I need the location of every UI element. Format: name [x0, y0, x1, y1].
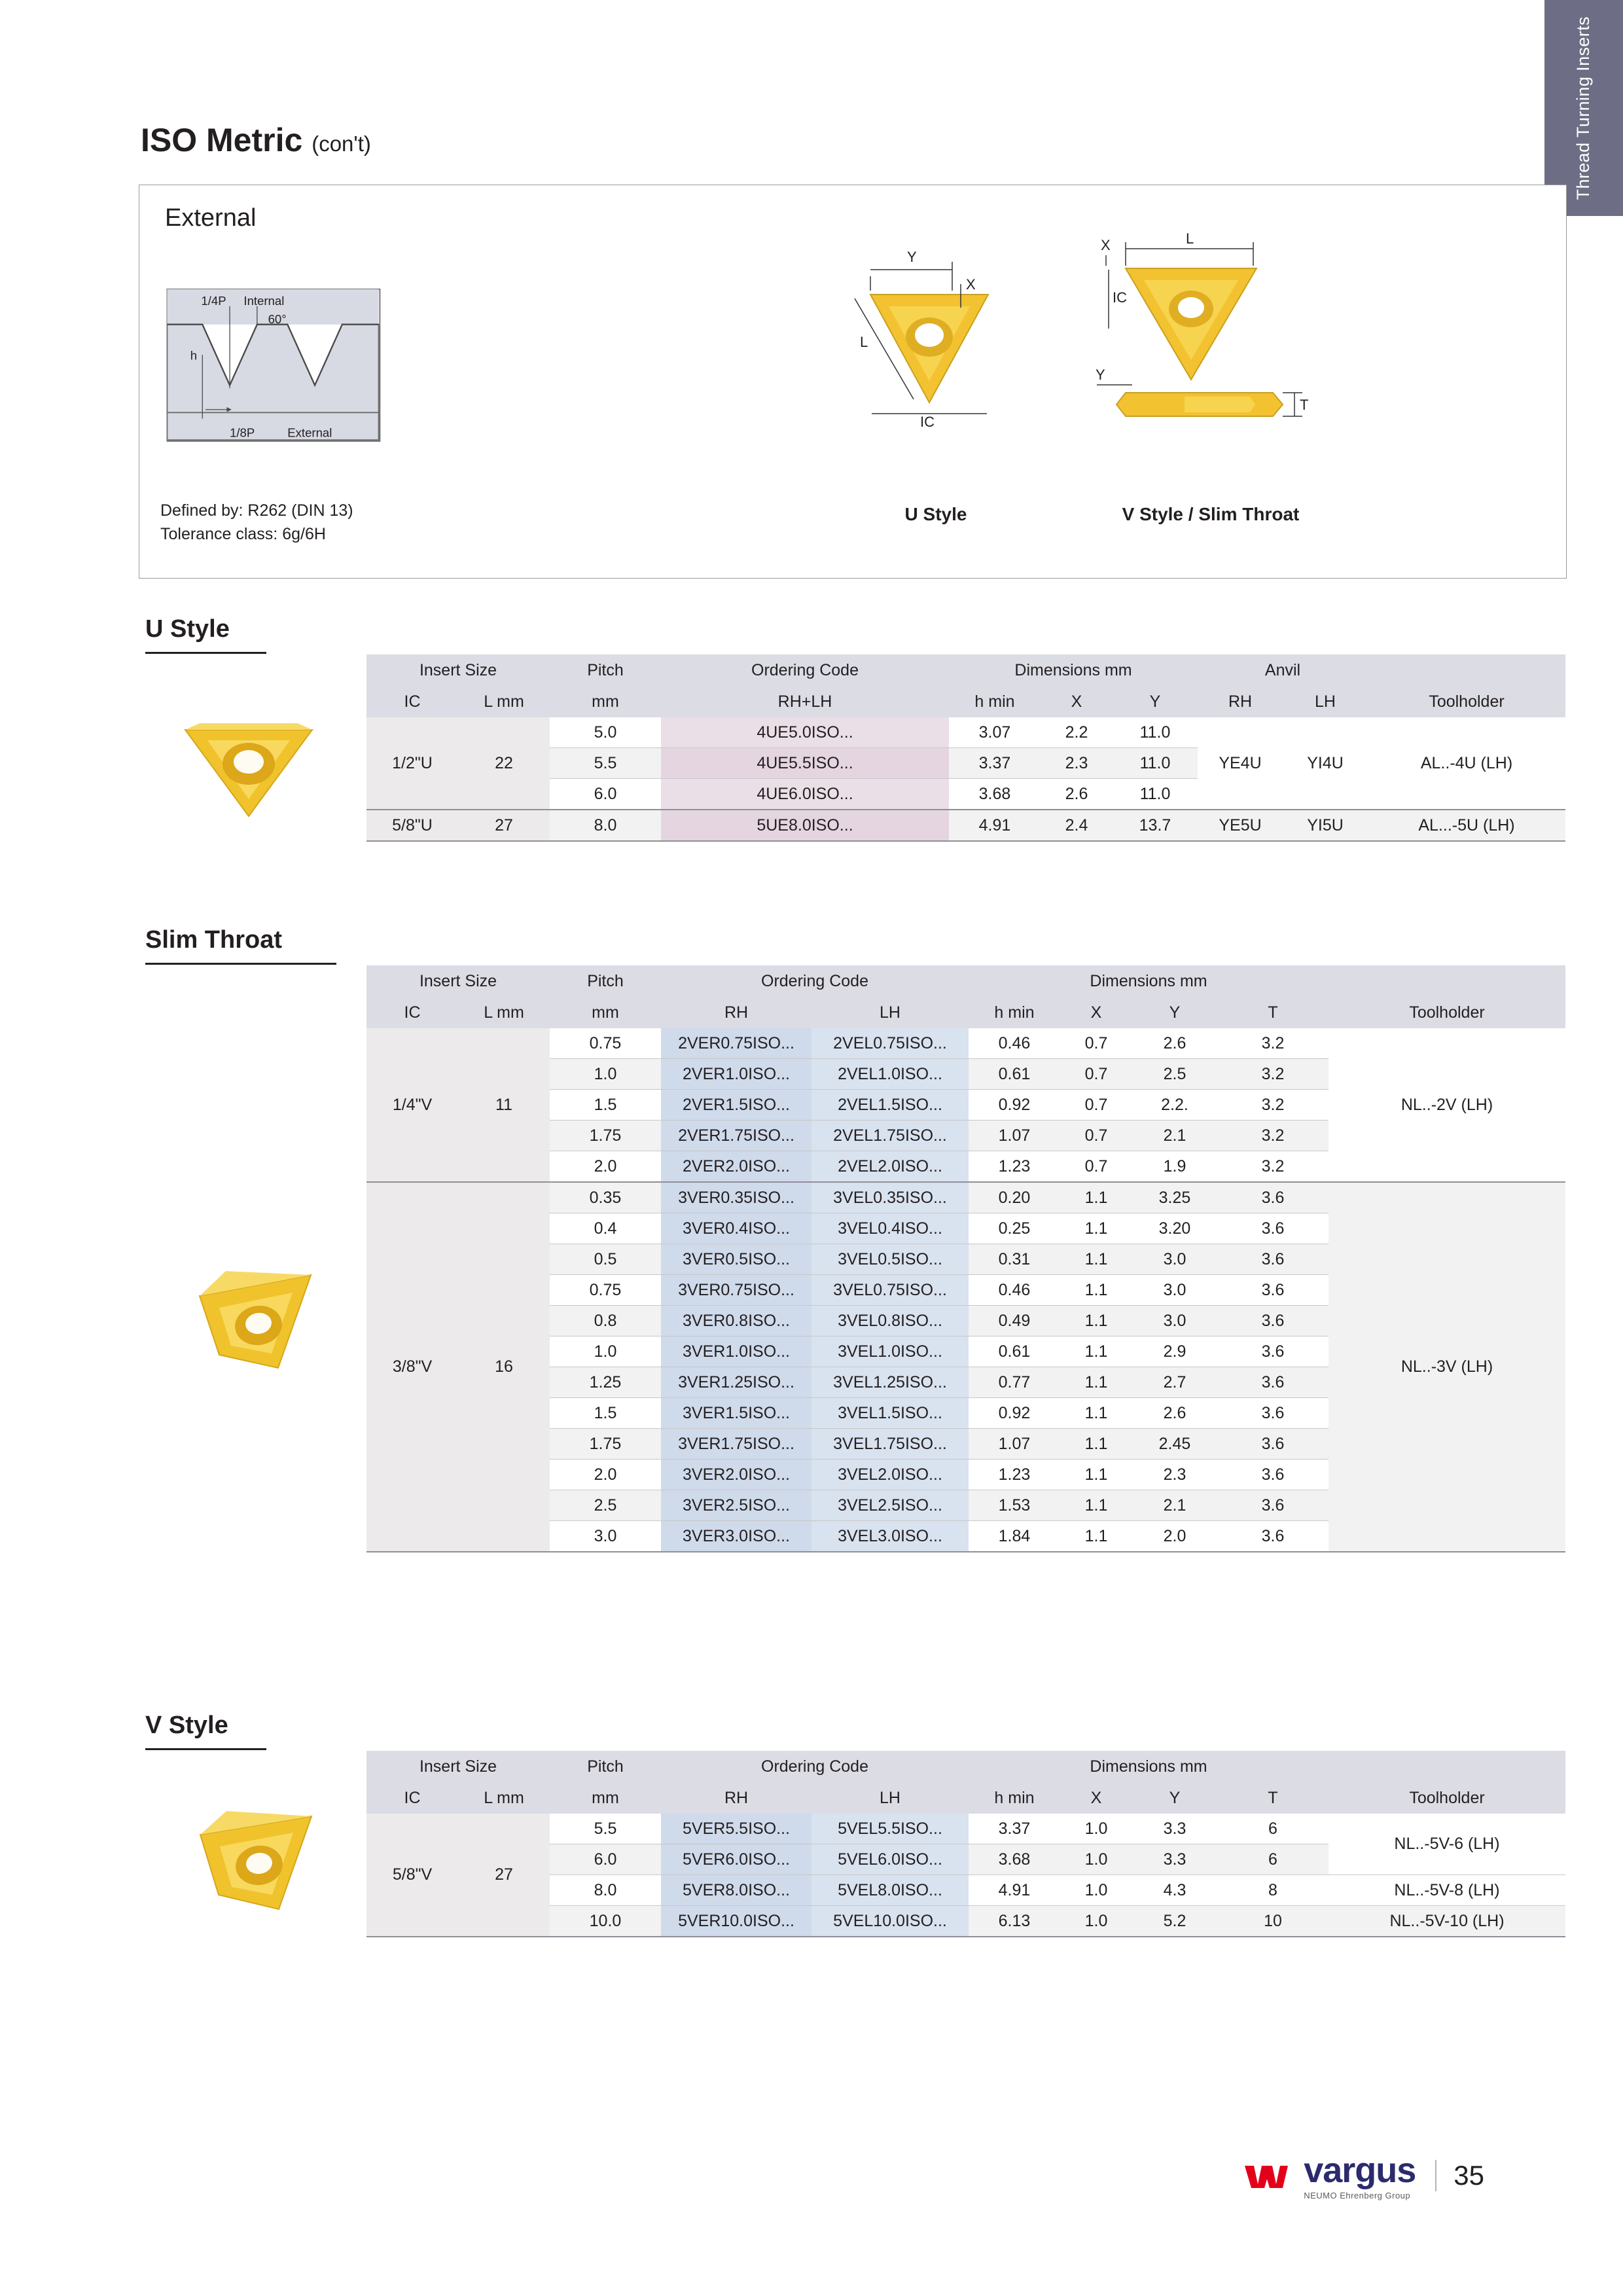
v-col-rh: RH [661, 1782, 812, 1814]
v-table-group-header-row [366, 1751, 1565, 1782]
v-r2-x: 1.0 [1084, 1880, 1108, 1899]
slim-r3-rh: 2VER1.75ISO... [661, 1121, 812, 1151]
v-group-l: 27 [458, 1814, 550, 1937]
v-style-table [366, 1751, 1565, 1937]
slim-group-blank [1329, 965, 1565, 997]
slim-col-hmin: h min [969, 997, 1060, 1028]
u-col-l: L mm [458, 686, 550, 717]
page-title-main: ISO Metric [141, 122, 303, 158]
slim-table-group-header-row [366, 965, 1565, 997]
table-row [366, 717, 1565, 748]
u-row3-ic: 5/8"U [366, 810, 458, 841]
v-r1-rh: 5VER6.0ISO... [661, 1844, 812, 1875]
slim-s8-lh: 3VEL1.75ISO... [812, 1429, 969, 1460]
slim-r3-x: 0.7 [1084, 1126, 1108, 1145]
slim-s8-pitch: 1.75 [589, 1434, 622, 1453]
v-r1-t: 6 [1268, 1850, 1277, 1869]
u-row2-x: 2.6 [1065, 784, 1088, 803]
u-group-insert-size: Insert Size [366, 655, 550, 686]
u-row2-h: 3.68 [978, 784, 1011, 803]
svg-text:T: T [1300, 397, 1309, 413]
u-group-pitch: Pitch [550, 655, 661, 686]
v-col-t: T [1217, 1782, 1329, 1814]
slim-s10-h: 1.53 [998, 1496, 1031, 1515]
slim-s7-h: 0.92 [998, 1403, 1031, 1422]
slim-r0-y: 2.6 [1163, 1033, 1186, 1052]
v-col-mm: mm [550, 1782, 661, 1814]
u-col-rhlh: RH+LH [661, 686, 949, 717]
v-r1-y: 3.3 [1163, 1850, 1186, 1869]
u-row1-code: 4UE5.5ISO... [661, 748, 949, 779]
u-col-ic: IC [366, 686, 458, 717]
caption-u-style: U Style [904, 504, 967, 524]
footer-logo-text [1304, 2150, 1416, 2191]
slim-s4-lh: 3VEL0.8ISO... [812, 1306, 969, 1336]
v-r2-rh: 5VER8.0ISO... [661, 1875, 812, 1906]
u-row3-lh: YI5U [1307, 816, 1344, 834]
v-r0-pitch: 5.5 [594, 1819, 617, 1838]
v-r2-lh: 5VEL8.0ISO... [812, 1875, 969, 1906]
slim-r4-lh: 2VEL2.0ISO... [812, 1151, 969, 1183]
u-row0-y: 11.0 [1139, 723, 1171, 742]
page-title [141, 121, 371, 159]
v-r1-x: 1.0 [1084, 1850, 1108, 1869]
section-rule-u-style [145, 652, 266, 654]
slim-col-ic: IC [366, 997, 458, 1028]
slim-col-y: Y [1132, 997, 1217, 1028]
slim-g1-l: 11 [458, 1028, 550, 1182]
slim-throat-table [366, 965, 1565, 1552]
u-row0-code: 4UE5.0ISO... [661, 717, 949, 748]
slim-s2-y: 3.0 [1163, 1249, 1186, 1268]
caption-v-style: V Style / Slim Throat [1122, 504, 1300, 524]
slim-group-insert-size: Insert Size [366, 965, 550, 997]
slim-s10-rh: 3VER2.5ISO... [661, 1490, 812, 1521]
v-r1-h: 3.68 [998, 1850, 1031, 1869]
u-row0-lh: YI4U [1307, 753, 1344, 772]
u-col-y: Y [1113, 686, 1198, 717]
v-col-l: L mm [458, 1782, 550, 1814]
u-table-header-row [366, 686, 1565, 717]
slim-s7-y: 2.6 [1163, 1403, 1186, 1422]
u-row2-pitch: 6.0 [594, 784, 617, 803]
v-group-ordering-code: Ordering Code [661, 1751, 969, 1782]
slim-r4-h: 1.23 [998, 1157, 1031, 1175]
v-r3-tool: NL..-5V-10 (LH) [1389, 1911, 1505, 1930]
slim-s10-pitch: 2.5 [594, 1496, 617, 1515]
u-group-ordering-code: Ordering Code [661, 655, 949, 686]
section-rule-v-style [145, 1748, 266, 1750]
slim-s8-h: 1.07 [998, 1434, 1031, 1453]
slim-s3-t: 3.6 [1261, 1280, 1285, 1299]
slim-throat-insert-photo [180, 1257, 330, 1388]
u-row3-y: 13.7 [1139, 816, 1171, 834]
v-group-insert-size: Insert Size [366, 1751, 550, 1782]
u-group-dimensions: Dimensions mm [949, 655, 1198, 686]
slim-s1-h: 0.25 [998, 1219, 1031, 1238]
slim-g2-ic: 3/8"V [366, 1182, 458, 1552]
slim-s6-y: 2.7 [1163, 1372, 1186, 1391]
slim-s11-pitch: 3.0 [594, 1526, 617, 1545]
slim-s1-lh: 3VEL0.4ISO... [812, 1213, 969, 1244]
v-col-hmin: h min [969, 1782, 1060, 1814]
v-r2-pitch: 8.0 [594, 1880, 617, 1899]
u-col-mm: mm [550, 686, 661, 717]
u-row0-pitch: 5.0 [594, 723, 617, 742]
v-r3-h: 6.13 [998, 1911, 1031, 1930]
slim-s10-lh: 3VEL2.5ISO... [812, 1490, 969, 1521]
slim-s5-t: 3.6 [1261, 1342, 1285, 1361]
u-row1-pitch: 5.5 [594, 753, 617, 772]
u-col-x: X [1041, 686, 1113, 717]
slim-r3-lh: 2VEL1.75ISO... [812, 1121, 969, 1151]
u-row1-x: 2.3 [1065, 753, 1088, 772]
v-group-dimensions: Dimensions mm [969, 1751, 1329, 1782]
svg-text:L: L [860, 334, 868, 350]
slim-s4-y: 3.0 [1163, 1311, 1186, 1330]
slim-s0-rh: 3VER0.35ISO... [661, 1182, 812, 1213]
slim-s11-rh: 3VER3.0ISO... [661, 1521, 812, 1552]
slim-r2-lh: 2VEL1.5ISO... [812, 1090, 969, 1121]
v-r0-t: 6 [1268, 1819, 1277, 1838]
slim-s5-h: 0.61 [998, 1342, 1031, 1361]
u-row3-l: 27 [458, 810, 550, 841]
svg-text:Y: Y [907, 249, 917, 265]
u-col-hmin: h min [949, 686, 1041, 717]
slim-s0-t: 3.6 [1261, 1188, 1285, 1207]
slim-r4-x: 0.7 [1084, 1157, 1108, 1175]
u-row3-x: 2.4 [1065, 816, 1088, 834]
svg-text:IC: IC [920, 414, 935, 430]
slim-s8-x: 1.1 [1084, 1434, 1108, 1453]
slim-s8-y: 2.45 [1158, 1434, 1191, 1453]
slim-s11-h: 1.84 [998, 1526, 1031, 1545]
slim-r1-lh: 2VEL1.0ISO... [812, 1059, 969, 1090]
u-row2-code: 4UE6.0ISO... [661, 779, 949, 810]
page-title-suffix: (con't) [312, 132, 371, 156]
slim-s2-lh: 3VEL0.5ISO... [812, 1244, 969, 1275]
u-style-insert-diagram [792, 236, 1041, 471]
slim-s5-pitch: 1.0 [594, 1342, 617, 1361]
slim-s0-pitch: 0.35 [589, 1188, 622, 1207]
slim-g2-l: 16 [458, 1182, 550, 1552]
slim-s7-pitch: 1.5 [594, 1403, 617, 1422]
slim-col-toolholder: Toolholder [1329, 997, 1565, 1028]
slim-s2-rh: 3VER0.5ISO... [661, 1244, 812, 1275]
slim-s9-x: 1.1 [1084, 1465, 1108, 1484]
slim-s3-rh: 3VER0.75ISO... [661, 1275, 812, 1306]
v-r2-h: 4.91 [998, 1880, 1031, 1899]
table-row [366, 810, 1565, 841]
slim-s9-pitch: 2.0 [594, 1465, 617, 1484]
slim-s4-pitch: 0.8 [594, 1311, 617, 1330]
u-row0-rh: YE4U [1219, 753, 1262, 772]
slim-r1-h: 0.61 [998, 1064, 1031, 1083]
slim-s0-h: 0.20 [998, 1188, 1031, 1207]
v-col-toolholder: Toolholder [1329, 1782, 1565, 1814]
side-tab [1544, 0, 1623, 216]
slim-r3-h: 1.07 [998, 1126, 1031, 1145]
slim-s3-h: 0.46 [998, 1280, 1031, 1299]
slim-r0-pitch: 0.75 [589, 1033, 622, 1052]
u-row0-h: 3.07 [978, 723, 1011, 742]
u-row3-tool: AL...-5U (LH) [1418, 816, 1515, 834]
slim-s9-t: 3.6 [1261, 1465, 1285, 1484]
slim-s3-x: 1.1 [1084, 1280, 1108, 1299]
slim-s6-rh: 3VER1.25ISO... [661, 1367, 812, 1398]
slim-s4-h: 0.49 [998, 1311, 1031, 1330]
slim-s3-pitch: 0.75 [589, 1280, 622, 1299]
v-r3-rh: 5VER10.0ISO... [661, 1906, 812, 1937]
slim-r2-h: 0.92 [998, 1095, 1031, 1114]
slim-s6-pitch: 1.25 [589, 1372, 622, 1391]
svg-text:60°: 60° [268, 312, 287, 326]
slim-group-ordering-code: Ordering Code [661, 965, 969, 997]
footer-logo-block [1243, 2150, 1484, 2200]
slim-s2-t: 3.6 [1261, 1249, 1285, 1268]
slim-s3-y: 3.0 [1163, 1280, 1186, 1299]
v-r3-y: 5.2 [1163, 1911, 1186, 1930]
slim-s4-t: 3.6 [1261, 1311, 1285, 1330]
slim-s1-y: 3.20 [1158, 1219, 1191, 1238]
slim-r2-t: 3.2 [1261, 1095, 1285, 1114]
v-table-header-row [366, 1782, 1565, 1814]
u-group-anvil: Anvil [1198, 655, 1368, 686]
v-group-blank [1329, 1751, 1565, 1782]
slim-s6-lh: 3VEL1.25ISO... [812, 1367, 969, 1398]
svg-text:IC: IC [1113, 289, 1127, 306]
u-row0-tool: AL..-4U (LH) [1420, 753, 1513, 772]
svg-text:1/8P: 1/8P [230, 425, 255, 440]
slim-s0-lh: 3VEL0.35ISO... [812, 1182, 969, 1213]
slim-s1-x: 1.1 [1084, 1219, 1108, 1238]
u-table-group-header-row [366, 655, 1565, 686]
u-col-toolholder: Toolholder [1368, 686, 1565, 717]
u-style-insert-photo [173, 704, 324, 828]
svg-text:h: h [190, 348, 198, 363]
defined-by-line: Defined by: R262 (DIN 13) [160, 501, 353, 520]
slim-r4-y: 1.9 [1163, 1157, 1186, 1175]
slim-g2-tool: NL..-3V (LH) [1400, 1357, 1493, 1376]
v-r0-y: 3.3 [1163, 1819, 1186, 1838]
slim-s0-y: 3.25 [1158, 1188, 1191, 1207]
u-col-lh: LH [1283, 686, 1368, 717]
svg-text:1/4P: 1/4P [201, 294, 226, 308]
table-row [366, 1182, 1565, 1213]
slim-g1-ic: 1/4"V [366, 1028, 458, 1182]
v-group-ic: 5/8"V [366, 1814, 458, 1937]
slim-s10-t: 3.6 [1261, 1496, 1285, 1515]
slim-table-header-row [366, 997, 1565, 1028]
slim-s4-x: 1.1 [1084, 1311, 1108, 1330]
slim-r4-t: 3.2 [1261, 1157, 1285, 1175]
v-group-pitch: Pitch [550, 1751, 661, 1782]
slim-r0-lh: 2VEL0.75ISO... [812, 1028, 969, 1059]
slim-r1-t: 3.2 [1261, 1064, 1285, 1083]
slim-s11-y: 2.0 [1163, 1526, 1186, 1545]
footer-logo-subtext: NEUMO Ehrenberg Group [1304, 2191, 1411, 2200]
v-r3-t: 10 [1264, 1911, 1282, 1930]
slim-col-lh: LH [812, 997, 969, 1028]
slim-col-rh: RH [661, 997, 812, 1028]
tolerance-line: Tolerance class: 6g/6H [160, 525, 326, 544]
v-r1-pitch: 6.0 [594, 1850, 617, 1869]
side-tab-label: Thread Turning Inserts [1573, 16, 1594, 200]
v-r0-tool: NL..-5V-6 (LH) [1394, 1835, 1500, 1853]
section-title-slim-throat: Slim Throat [145, 926, 283, 954]
slim-r1-x: 0.7 [1084, 1064, 1108, 1083]
slim-s2-h: 0.31 [998, 1249, 1031, 1268]
u-row0-l: 22 [458, 717, 550, 810]
v-r1-lh: 5VEL6.0ISO... [812, 1844, 969, 1875]
slim-s6-t: 3.6 [1261, 1372, 1285, 1391]
slim-s7-x: 1.1 [1084, 1403, 1108, 1422]
slim-r1-pitch: 1.0 [594, 1064, 617, 1083]
slim-s11-lh: 3VEL3.0ISO... [812, 1521, 969, 1552]
slim-s8-t: 3.6 [1261, 1434, 1285, 1453]
slim-col-l: L mm [458, 997, 550, 1028]
slim-group-pitch: Pitch [550, 965, 661, 997]
table-row [366, 1814, 1565, 1844]
section-rule-slim-throat [145, 963, 336, 965]
u-row1-h: 3.37 [978, 753, 1011, 772]
section-title-u-style: U Style [145, 615, 230, 643]
u-row2-y: 11.0 [1139, 784, 1171, 803]
slim-s0-x: 1.1 [1084, 1188, 1108, 1207]
slim-s3-lh: 3VEL0.75ISO... [812, 1275, 969, 1306]
slim-s7-t: 3.6 [1261, 1403, 1285, 1422]
slim-s10-x: 1.1 [1084, 1496, 1108, 1515]
page-number: 35 [1435, 2160, 1484, 2191]
slim-r2-rh: 2VER1.5ISO... [661, 1090, 812, 1121]
slim-s10-y: 2.1 [1163, 1496, 1186, 1515]
slim-s11-t: 3.6 [1261, 1526, 1285, 1545]
u-row1-y: 11.0 [1139, 753, 1171, 772]
v-style-insert-photo [183, 1797, 327, 1928]
slim-s4-rh: 3VER0.8ISO... [661, 1306, 812, 1336]
slim-r3-pitch: 1.75 [589, 1126, 622, 1145]
v-r0-x: 1.0 [1084, 1819, 1108, 1838]
v-r0-rh: 5VER5.5ISO... [661, 1814, 812, 1844]
u-row0-x: 2.2 [1065, 723, 1088, 742]
slim-r4-pitch: 2.0 [594, 1157, 617, 1175]
u-row3-rh: YE5U [1219, 816, 1262, 834]
svg-text:X: X [966, 276, 976, 293]
u-row3-pitch: 8.0 [594, 816, 617, 834]
slim-r2-pitch: 1.5 [594, 1095, 617, 1114]
slim-s5-x: 1.1 [1084, 1342, 1108, 1361]
v-col-x: X [1060, 1782, 1132, 1814]
v-col-y: Y [1132, 1782, 1217, 1814]
slim-s5-rh: 3VER1.0ISO... [661, 1336, 812, 1367]
v-r3-pitch: 10.0 [589, 1911, 622, 1930]
slim-r2-x: 0.7 [1084, 1095, 1108, 1114]
svg-text:Y: Y [1096, 367, 1105, 383]
slim-s7-rh: 3VER1.5ISO... [661, 1398, 812, 1429]
slim-s5-y: 2.9 [1163, 1342, 1186, 1361]
v-r0-lh: 5VEL5.5ISO... [812, 1814, 969, 1844]
v-r0-h: 3.37 [998, 1819, 1031, 1838]
slim-r0-h: 0.46 [998, 1033, 1031, 1052]
slim-s9-y: 2.3 [1163, 1465, 1186, 1484]
slim-s2-pitch: 0.5 [594, 1249, 617, 1268]
slim-s1-pitch: 0.4 [594, 1219, 617, 1238]
slim-r4-rh: 2VER2.0ISO... [661, 1151, 812, 1183]
slim-r0-t: 3.2 [1261, 1033, 1285, 1052]
slim-r3-y: 2.1 [1163, 1126, 1186, 1145]
thread-profile-diagram [164, 288, 399, 458]
slim-s11-x: 1.1 [1084, 1526, 1108, 1545]
v-r2-t: 8 [1268, 1880, 1277, 1899]
slim-col-x: X [1060, 997, 1132, 1028]
v-r3-lh: 5VEL10.0ISO... [812, 1906, 969, 1937]
slim-r2-y: 2.2. [1161, 1095, 1188, 1114]
svg-text:X: X [1101, 237, 1111, 253]
slim-s6-x: 1.1 [1084, 1372, 1108, 1391]
slim-s9-lh: 3VEL2.0ISO... [812, 1460, 969, 1490]
svg-text:L: L [1186, 230, 1194, 247]
svg-text:Internal: Internal [243, 294, 285, 308]
v-style-insert-diagram [1086, 229, 1361, 478]
slim-group-dimensions: Dimensions mm [969, 965, 1329, 997]
vargus-mark-icon [1243, 2162, 1289, 2189]
u-row3-h: 4.91 [978, 816, 1011, 834]
slim-r1-y: 2.5 [1163, 1064, 1186, 1083]
v-r2-y: 4.3 [1163, 1880, 1186, 1899]
slim-s2-x: 1.1 [1084, 1249, 1108, 1268]
v-r2-tool: NL..-5V-8 (LH) [1394, 1880, 1500, 1899]
u-row0-ic: 1/2"U [366, 717, 458, 810]
slim-r3-t: 3.2 [1261, 1126, 1285, 1145]
external-title: External [165, 204, 257, 232]
slim-col-mm: mm [550, 997, 661, 1028]
slim-s8-rh: 3VER1.75ISO... [661, 1429, 812, 1460]
slim-s6-h: 0.77 [998, 1372, 1031, 1391]
v-col-ic: IC [366, 1782, 458, 1814]
slim-g1-tool: NL..-2V (LH) [1400, 1095, 1493, 1114]
slim-s9-rh: 3VER2.0ISO... [661, 1460, 812, 1490]
slim-r0-rh: 2VER0.75ISO... [661, 1028, 812, 1059]
u-col-rh: RH [1198, 686, 1283, 717]
logo-varg: vargus [1304, 2151, 1416, 2190]
v-col-lh: LH [812, 1782, 969, 1814]
slim-s1-t: 3.6 [1261, 1219, 1285, 1238]
slim-r0-x: 0.7 [1084, 1033, 1108, 1052]
u-row3-code: 5UE8.0ISO... [661, 810, 949, 841]
u-group-blank [1368, 655, 1565, 686]
slim-r1-rh: 2VER1.0ISO... [661, 1059, 812, 1090]
slim-s7-lh: 3VEL1.5ISO... [812, 1398, 969, 1429]
section-title-v-style: V Style [145, 1712, 228, 1739]
slim-s9-h: 1.23 [998, 1465, 1031, 1484]
table-row [366, 1028, 1565, 1059]
u-style-table [366, 655, 1565, 842]
slim-s5-lh: 3VEL1.0ISO... [812, 1336, 969, 1367]
slim-col-t: T [1217, 997, 1329, 1028]
defined-by-text [160, 499, 353, 547]
v-r3-x: 1.0 [1084, 1911, 1108, 1930]
svg-text:External: External [287, 425, 332, 440]
slim-s1-rh: 3VER0.4ISO... [661, 1213, 812, 1244]
